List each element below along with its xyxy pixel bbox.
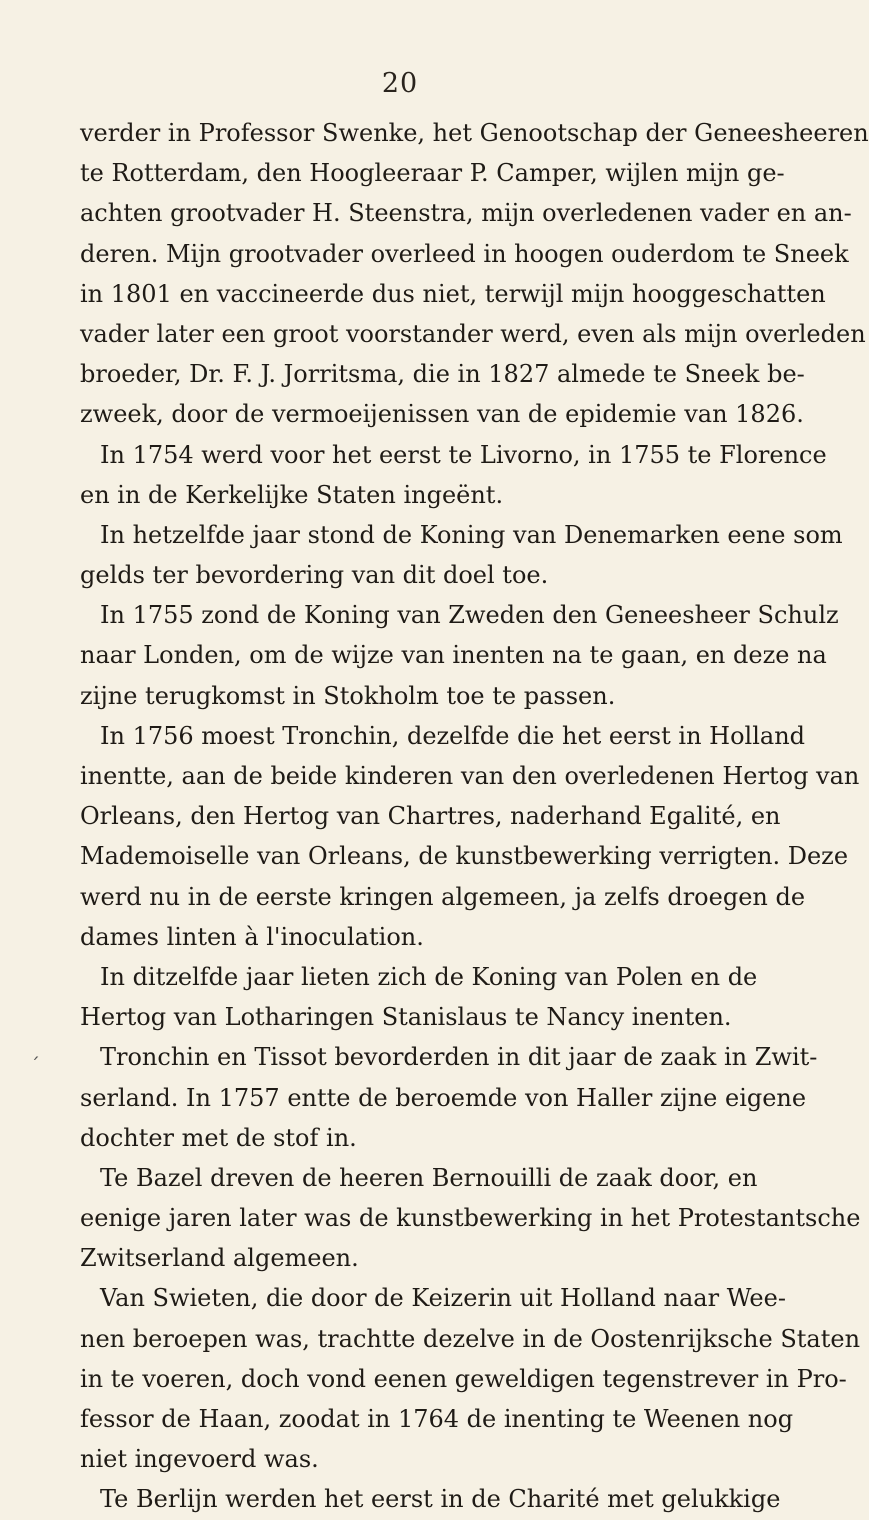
text-line: Van Swieten, die door de Keizerin uit Holland naar Wee- (100, 1284, 786, 1313)
text-line: In hetzelfde jaar stond de Koning van Denemarken eene som (100, 520, 843, 549)
text-line: Hertog van Lotharingen Stanislaus te Nancy inenten. (80, 1003, 732, 1032)
text-line: achten grootvader H. Steenstra, mijn overledenen vader en an- (80, 199, 852, 228)
text-line: Mademoiselle van Orleans, de kunstbewerking verrigten. Deze (80, 842, 849, 871)
text-line: eenige jaren later was de kunstbewerking in het Protestantsche (80, 1204, 861, 1233)
text-line: In 1755 zond de Koning van Zweden den Geneesheer Schulz (100, 601, 839, 630)
text-line: naar Londen, om de wijze van inenten na te gaan, en deze na (80, 641, 827, 670)
text-line: verder in Professor Swenke, het Genootschap der Geneesheeren (80, 119, 869, 147)
text-line: inentte, aan de beide kinderen van den overledenen Hertog van (80, 762, 860, 790)
text-line: in 1801 en vaccineerde dus niet, terwijl mijn hooggeschatten (80, 279, 826, 308)
text-line: te Rotterdam, den Hoogleeraar P. Camper, wijlen mijn ge- (80, 159, 785, 188)
text-line: werd nu in de eerste kringen algemeen, ja zelfs droegen de (80, 882, 806, 911)
text-line: broeder, Dr. F. J. Jorritsma, die in 1827 almede te Sneek be- (80, 360, 805, 389)
text-line: dochter met de stof in. (80, 1123, 357, 1152)
text-line: niet ingevoerd was. (80, 1445, 319, 1474)
text-line: deren. Mijn grootvader overleed in hoogen ouderdom te Sneek (80, 239, 849, 268)
text-line: nen beroepen was, trachtte dezelve in de Oostenrijksche Staten (80, 1324, 861, 1353)
text-line: Zwitserland algemeen. (80, 1244, 359, 1273)
page-speck: ˊ (30, 1053, 40, 1077)
text-line: zweek, door de vermoeijenissen van de epidemie van 1826. (80, 400, 804, 429)
text-line: zijne terugkomst in Stokholm toe te passen. (80, 681, 616, 710)
text-line: serland. In 1757 entte de beroemde von Haller zijne eigene (80, 1083, 807, 1112)
text-line: dames linten à l'inoculation. (80, 922, 424, 951)
text-line: fessor de Haan, zoodat in 1764 de inenting te Weenen nog (80, 1405, 794, 1433)
text-line: In ditzelfde jaar lieten zich de Koning van Polen en de (100, 962, 758, 991)
text-line: vader later een groot voorstander werd, even als mijn overleden (80, 319, 866, 348)
text-line: In 1754 werd voor het eerst te Livorno, in 1755 te Florence (100, 440, 827, 469)
page-number: 20 (381, 68, 419, 99)
text-line: In 1756 moest Tronchin, dezelfde die het eerst in Holland (100, 721, 806, 750)
text-line: en in de Kerkelijke Staten ingeënt. (80, 480, 504, 509)
body-text (80, 113, 869, 1520)
text-line: gelds ter bevordering van dit doel toe. (80, 561, 549, 590)
text-line: in te voeren, doch vond eenen geweldigen tegenstrever in Pro- (80, 1364, 847, 1393)
text-line: Orleans, den Hertog van Chartres, naderhand Egalité, en (80, 802, 781, 831)
text-line: Te Berlijn werden het eerst in de Charité met gelukkige (100, 1485, 781, 1514)
text-line: Te Bazel dreven de heeren Bernouilli de zaak door, en (100, 1163, 758, 1192)
text-line: Tronchin en Tissot bevorderden in dit jaar de zaak in Zwit- (100, 1043, 818, 1072)
